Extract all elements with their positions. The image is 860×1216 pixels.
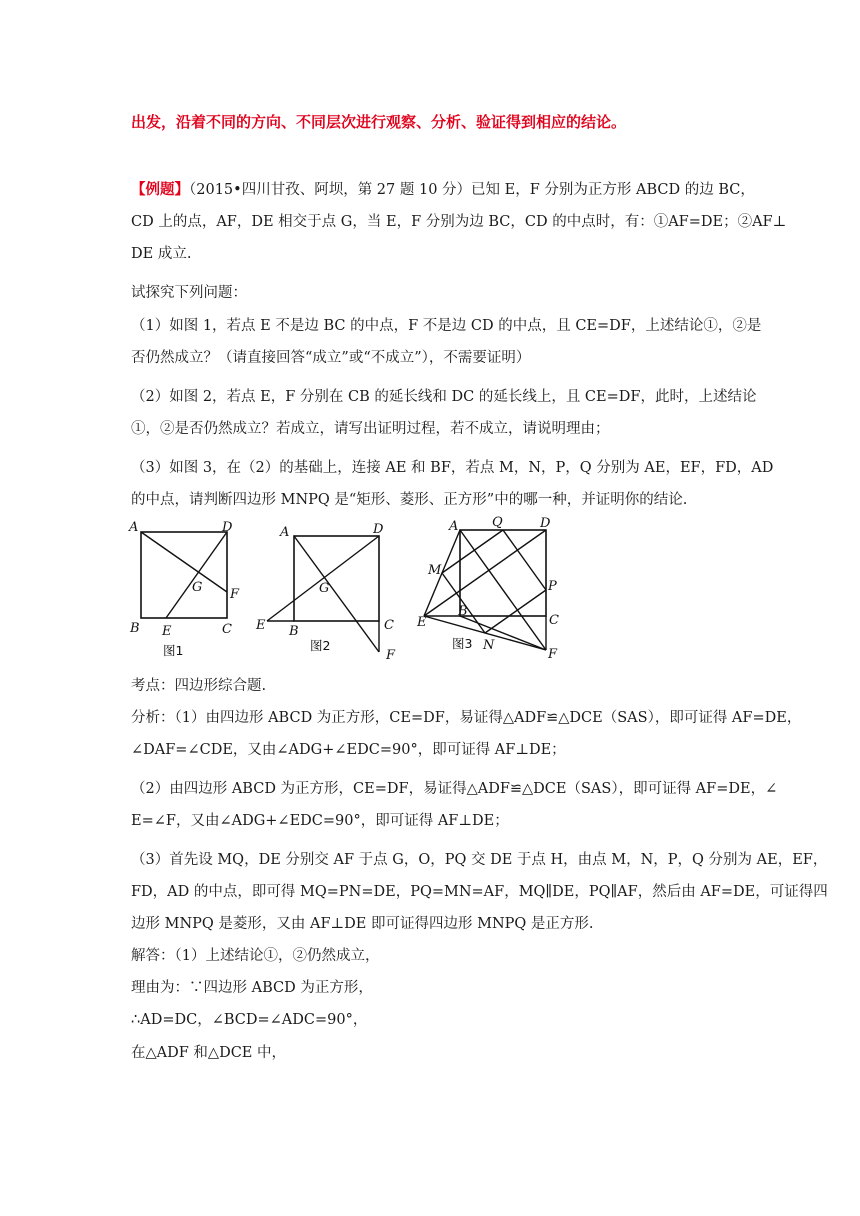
fig1-label-b: B — [130, 621, 140, 636]
analysis-line-7: 边形 MNPQ 是菱形，又由 AF⊥DE 即可证得四边形 MNPQ 是正方形. — [131, 916, 594, 932]
analysis-line-1: 分析：（1）由四边形 ABCD 为正方形，CE=DF，易证得△ADF≌△DCE（SAS），即可证得 AF=DE， — [131, 710, 802, 726]
intro-line: 出发，沿着不同的方向、不同层次进行观察、分析、验证得到相应的结论。 — [131, 113, 627, 131]
fig1-label-f: F — [230, 587, 240, 602]
fig3-label-q: Q — [492, 515, 503, 530]
fig1-label-a: A — [129, 520, 139, 535]
fig3-segment-pn — [485, 590, 546, 633]
fig3-label-a: A — [449, 519, 459, 534]
analysis-line-3: （2）由四边形 ABCD 为正方形，CE=DF，易证得△ADF≌△DCE（SAS），即可证得 AF=DE，∠ — [131, 781, 778, 797]
example-tag: 【例题】 — [131, 182, 189, 198]
fig2-label-c: C — [384, 618, 394, 633]
fig1-label-d: D — [222, 520, 233, 535]
fig3-label-d: D — [540, 516, 551, 531]
explore-line: 试探究下列问题： — [131, 285, 247, 301]
fig2-caption: 图2 — [310, 638, 331, 653]
figure-1 — [126, 516, 246, 666]
fig3-segment-nm — [442, 573, 485, 633]
question-3-line-1: （3）如图 3，在（2）的基础上，连接 AE 和 BF，若点 M，N，P，Q 分别为 AE，EF，FD，AD — [131, 460, 774, 476]
fig2-segment-de — [267, 536, 379, 621]
solution-line-1: 解答：（1）上述结论①，②仍然成立， — [131, 948, 380, 964]
example-line-1 — [131, 180, 755, 200]
question-3-line-2: 的中点，请判断四边形 MNPQ 是“矩形、菱形、正方形”中的哪一种，并证明你的结论. — [131, 492, 688, 508]
fig1-label-g: G — [192, 580, 203, 595]
fig1-segment-de — [166, 532, 227, 618]
fig3-label-p: P — [548, 579, 557, 594]
question-1-line-2: 否仍然成立？（请直接回答“成立”或“不成立”），不需要证明） — [131, 350, 531, 366]
analysis-line-2: ∠DAF=∠CDE，又由∠ADG+∠EDC=90°，即可证得 AF⊥DE； — [131, 742, 566, 758]
fig3-caption: 图3 — [452, 636, 473, 651]
example-line-3: DE 成立. — [131, 246, 192, 262]
example-line-2: CD 上的点，AF，DE 相交于点 G，当 E，F 分别为边 BC，CD 的中点时，有：①AF=DE；②AF⊥ — [131, 214, 787, 230]
fig3-label-b: B — [458, 604, 468, 619]
fig1-label-c: C — [222, 622, 232, 637]
solution-line-3: ∴AD=DC，∠BCD=∠ADC=90°， — [131, 1012, 368, 1028]
solution-line-4: 在△ADF 和△DCE 中， — [131, 1045, 286, 1061]
fig3-segment-af — [460, 530, 546, 650]
fig3-label-e: E — [417, 615, 427, 630]
kaodian-line: 考点：四边形综合题. — [131, 678, 267, 694]
figure-3 — [415, 512, 575, 666]
fig1-label-e: E — [162, 624, 172, 639]
fig3-label-f: F — [548, 647, 558, 662]
fig3-label-m: M — [428, 563, 442, 578]
fig2-label-b: B — [289, 624, 299, 639]
analysis-line-4: E=∠F，又由∠ADG+∠EDC=90°，即可证得 AF⊥DE； — [131, 813, 509, 829]
fig3-segment-qp — [503, 530, 546, 590]
fig1-segment-af — [141, 532, 227, 592]
fig2-label-f: F — [386, 648, 396, 662]
fig2-segment-af — [294, 536, 379, 652]
question-2-line-2: ①，②是否仍然成立？若成立，请写出证明过程，若不成立，请说明理由； — [131, 421, 610, 437]
fig2-square — [294, 536, 379, 621]
fig2-label-a: A — [280, 525, 290, 540]
fig1-caption: 图1 — [163, 643, 184, 658]
fig2-label-d: D — [373, 522, 384, 537]
analysis-line-6: FD，AD 的中点，即可得 MQ=PN=DE，PQ=MN=AF，MQ∥DE，PQ∥AF，然后由 AF=DE，可证得四 — [131, 884, 828, 900]
figure-2 — [253, 516, 413, 666]
question-1-line-1: （1）如图 1，若点 E 不是边 BC 的中点，F 不是边 CD 的中点，且 CE=DF，上述结论①，②是 — [131, 318, 762, 334]
solution-line-2: 理由为：∵四边形 ABCD 为正方形， — [131, 980, 373, 996]
fig2-label-g: G — [319, 581, 330, 596]
question-2-line-1: （2）如图 2，若点 E，F 分别在 CB 的延长线和 DC 的延长线上，且 CE=DF，此时，上述结论 — [131, 389, 757, 405]
fig2-label-e: E — [256, 618, 266, 633]
fig1-square — [141, 532, 227, 618]
fig3-label-c: C — [549, 613, 559, 628]
example-text-1: （2015•四川甘孜、阿坝，第 27 题 10 分）已知 E，F 分别为正方形 ABCD 的边 BC， — [189, 182, 755, 198]
fig3-label-n: N — [483, 638, 495, 653]
analysis-line-5: （3）首先设 MQ，DE 分别交 AF 于点 G，O，PQ 交 DE 于点 H，由点 M，N，P，Q 分别为 AE，EF， — [131, 852, 828, 868]
